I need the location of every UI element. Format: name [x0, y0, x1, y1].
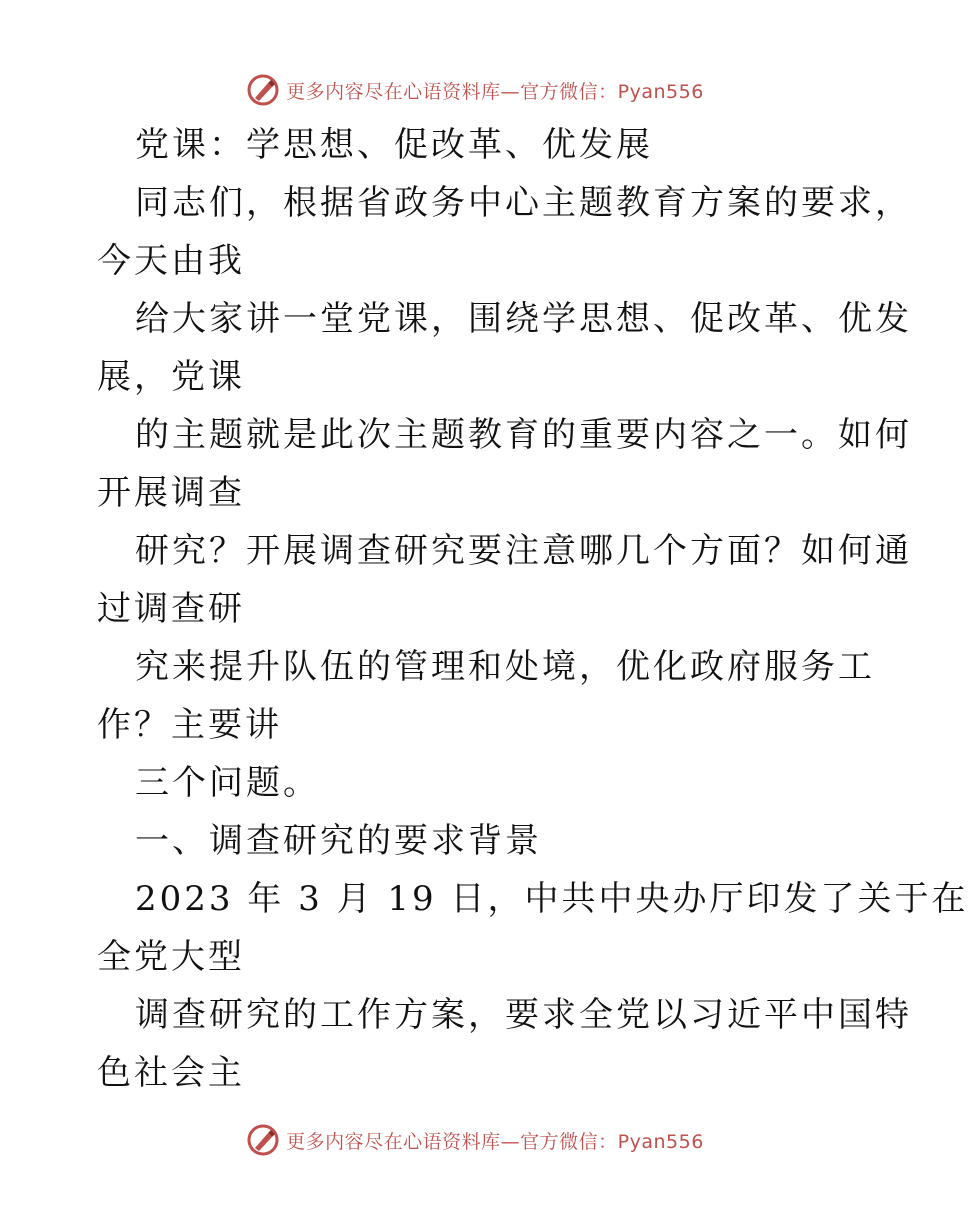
- text-line: 究来提升队伍的管理和处境，优化政府服务工: [135, 647, 875, 687]
- text-line: 全党大型: [97, 937, 245, 977]
- document-title: 党课：学思想、促改革、优发展: [135, 125, 653, 165]
- pen-logo-icon: [246, 1123, 280, 1157]
- text-line: 今天由我: [97, 241, 245, 281]
- text-line: 开展调查: [97, 473, 245, 513]
- text-line: 三个问题。: [135, 763, 320, 803]
- text-line: 过调查研: [97, 589, 245, 629]
- header-watermark: [0, 70, 950, 110]
- text-line: 展，党课: [97, 357, 245, 397]
- watermark-text: 更多内容尽在心语资料库—官方微信：Pyan556: [286, 1130, 704, 1153]
- text-line: 调查研究的工作方案，要求全党以习近平中国特: [135, 995, 912, 1035]
- text-line: 色社会主: [97, 1053, 245, 1093]
- text-line: 研究？开展调查研究要注意哪几个方面？如何通: [135, 531, 912, 571]
- document-body: [97, 116, 968, 1102]
- text-line: 给大家讲一堂党课，围绕学思想、促改革、优发: [135, 299, 912, 339]
- text-line: 一、调查研究的要求背景: [135, 821, 542, 861]
- watermark-text: 更多内容尽在心语资料库—官方微信：Pyan556: [286, 80, 704, 103]
- pen-logo-icon: [246, 73, 280, 107]
- text-line: 2023 年 3 月 19 日，中共中央办厅印发了关于在: [135, 879, 968, 919]
- text-line: 同志们，根据省政务中心主题教育方案的要求，: [135, 183, 912, 223]
- footer-watermark: [0, 1120, 950, 1160]
- text-line: 作？主要讲: [97, 705, 282, 745]
- text-line: 的主题就是此次主题教育的重要内容之一。如何: [135, 415, 912, 455]
